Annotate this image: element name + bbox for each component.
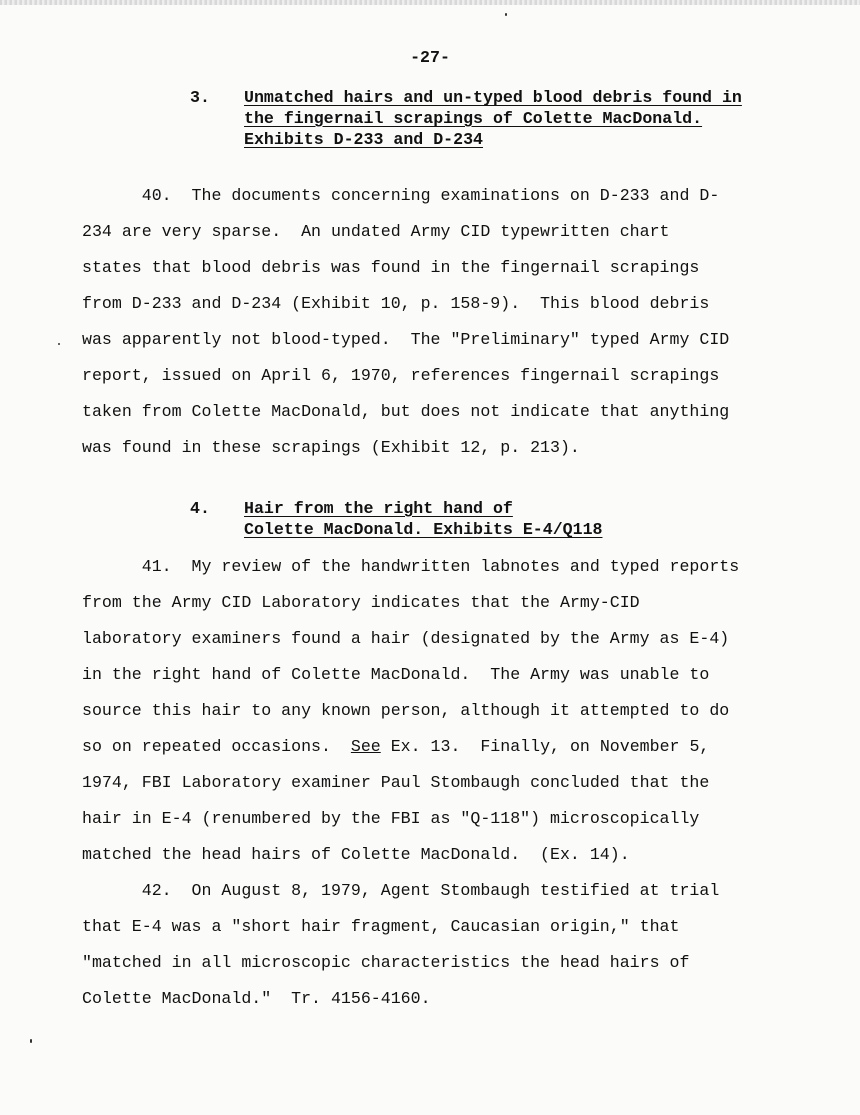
text-run: Ex. 13. Finally, on November 5, <box>380 737 710 756</box>
see-signal: See <box>350 737 381 756</box>
text-run: so on repeated occasions. <box>82 737 351 756</box>
page-number: -27- <box>410 48 450 67</box>
scan-speck <box>505 13 507 16</box>
section-number: 4. <box>190 499 210 518</box>
paragraph-40 <box>82 178 822 466</box>
paragraph-line: that E-4 was a "short hair fragment, Caucasian origin," that <box>82 917 680 936</box>
section-title <box>244 498 860 540</box>
paragraph-line: in the right hand of Colette MacDonald. The Army was unable to <box>82 665 710 684</box>
spacer <box>0 466 860 498</box>
paragraph-line <box>82 729 822 765</box>
scan-speck <box>30 1039 32 1043</box>
section-heading-3 <box>190 87 860 150</box>
section-heading-4 <box>190 498 860 540</box>
section-title <box>244 87 860 150</box>
section-title-line: Exhibits D-233 and D-234 <box>244 130 483 149</box>
paragraph-line: 41. My review of the handwritten labnotes and typed reports <box>82 557 740 576</box>
paragraph-line: "matched in all microscopic characteristics the head hairs of <box>82 953 690 972</box>
spacer <box>0 150 860 178</box>
section-title-line: Hair from the right hand of <box>244 499 513 518</box>
paragraph-line: taken from Colette MacDonald, but does not indicate that anything <box>82 402 730 421</box>
section-number: 3. <box>190 88 210 107</box>
section-title-line: Unmatched hairs and un-typed blood debris found in <box>244 88 742 107</box>
paragraph-line: matched the head hairs of Colette MacDonald. (Ex. 14). <box>82 845 630 864</box>
section-title-line: the fingernail scrapings of Colette MacDonald. <box>244 109 703 128</box>
paragraph-41 <box>82 549 822 873</box>
paragraph-line: from the Army CID Laboratory indicates that the Army-CID <box>82 593 640 612</box>
paragraph-line: was found in these scrapings (Exhibit 12, p. 213). <box>82 438 580 457</box>
document-page <box>0 5 860 1077</box>
paragraph-line: 40. The documents concerning examinations on D-233 and D- <box>82 186 720 205</box>
paragraph-line: laboratory examiners found a hair (designated by the Army as E-4) <box>82 629 730 648</box>
paragraph-line: Colette MacDonald." Tr. 4156-4160. <box>82 989 431 1008</box>
spacer <box>0 540 860 549</box>
section-title-line: Colette MacDonald. Exhibits E-4/Q118 <box>244 520 603 539</box>
paragraph-line: hair in E-4 (renumbered by the FBI as "Q-118") microscopically <box>82 809 700 828</box>
paragraph-line: report, issued on April 6, 1970, references fingernail scrapings <box>82 366 720 385</box>
paragraph-line: 1974, FBI Laboratory examiner Paul Stombaugh concluded that the <box>82 773 710 792</box>
paragraph-line: states that blood debris was found in the fingernail scrapings <box>82 258 700 277</box>
paragraph-line: source this hair to any known person, although it attempted to do <box>82 701 730 720</box>
paragraph-line: from D-233 and D-234 (Exhibit 10, p. 158-9). This blood debris <box>82 294 710 313</box>
paragraph-42 <box>82 873 822 1017</box>
scan-speck <box>58 343 60 345</box>
paragraph-line: was apparently not blood-typed. The "Preliminary" typed Army CID <box>82 330 730 349</box>
paragraph-line: 42. On August 8, 1979, Agent Stombaugh testified at trial <box>82 881 720 900</box>
paragraph-line: 234 are very sparse. An undated Army CID typewritten chart <box>82 222 670 241</box>
